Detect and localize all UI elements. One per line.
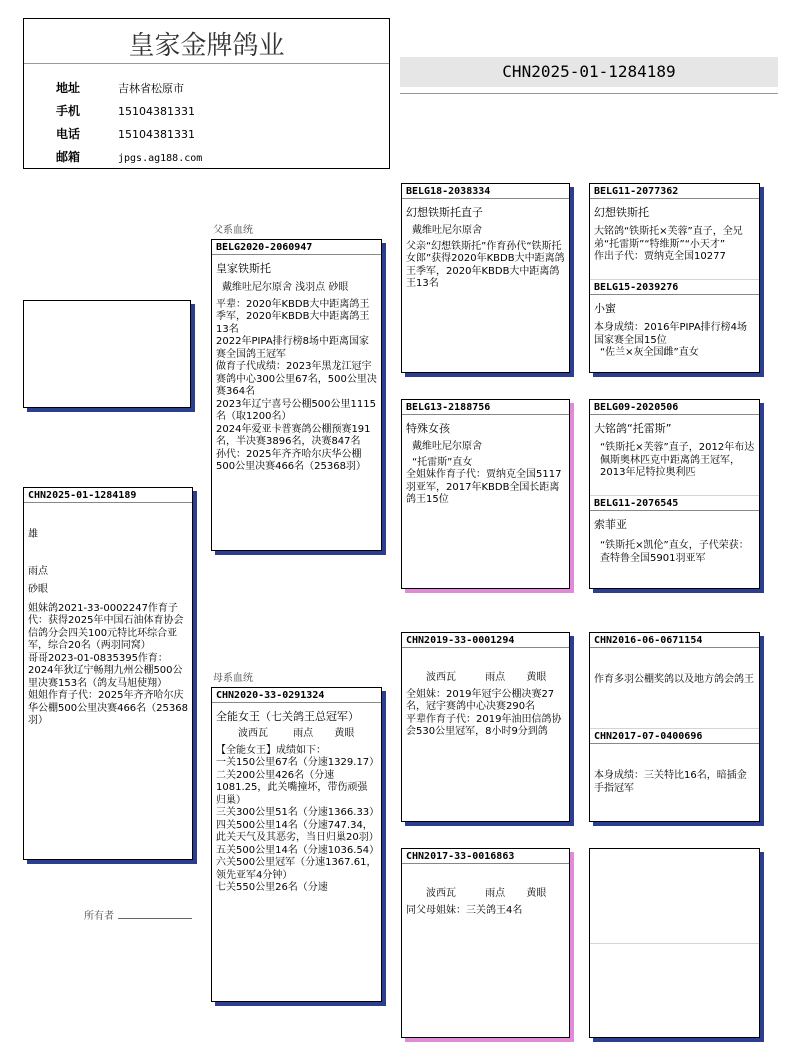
company-name: 皇家金牌鸽业 bbox=[128, 31, 285, 61]
ggp-dsd-note: 本身成绩：三关特比16名，暗插金手指冠军 bbox=[594, 770, 747, 794]
ggp-sss-ring: BELG11-2077362 bbox=[590, 184, 759, 199]
ggp-dss bbox=[590, 633, 759, 725]
sire-dam-card bbox=[401, 399, 570, 589]
ggp-sdd bbox=[590, 495, 759, 588]
dam-line-label: 母系血统 bbox=[213, 673, 253, 684]
sire-sire-note: 父亲“幻想铁斯托”作育孙代“铁斯托女郎”获得2020年KBDB大中距离鸽王季军，2020年KBDB大中距离鸽王13名 bbox=[406, 240, 565, 289]
dam-traits bbox=[212, 726, 381, 745]
ggp-dsd-ring: CHN2017-07-0400696 bbox=[590, 729, 759, 744]
ggp-ssd-note: “佐兰×灰全国雌”直女 bbox=[600, 347, 699, 358]
dam-dam-color: 波西瓦 bbox=[426, 888, 456, 899]
subject-note: 姐姐作育子代：2025年齐齐哈尔庆华公棚500公里决赛466名（25368羽） bbox=[28, 690, 188, 726]
pigeon-photo-frame bbox=[23, 300, 191, 408]
dam-note: 三关300公里51名（分速1366.33） bbox=[216, 807, 380, 818]
sire-note: 2022年PIPA排行榜8场中距离国家赛全国鸽王冠军 bbox=[216, 336, 370, 360]
ring-banner: CHN2025-01-1284189 bbox=[400, 57, 778, 87]
dam-sire-note: 平辈作育子代：2019年油田信鸽协会530公里冠军，8小时9分到鸽 bbox=[406, 713, 562, 737]
subject-ring: CHN2025-01-1284189 bbox=[24, 488, 192, 503]
ggp-ssd-name: 小蜜 bbox=[594, 302, 616, 315]
ggp-column-dam-side-bottom bbox=[589, 848, 760, 1038]
dam-sire-color: 波西瓦 bbox=[426, 672, 456, 683]
dam-eye: 黄眼 bbox=[334, 728, 355, 739]
dam-note: 七关550公里26名（分速 bbox=[216, 882, 328, 893]
sire-name: 皇家铁斯托 bbox=[216, 262, 271, 275]
dam-sire-eye: 黄眼 bbox=[526, 672, 547, 683]
header-divider bbox=[24, 63, 389, 64]
sire-dam-subtitle: 戴维吐尼尔原舍 bbox=[412, 441, 482, 452]
dam-note: 二关200公里426名（分速1081.25，此关嘴撞坏，带伤顽强归巢） bbox=[216, 769, 368, 806]
dam-card bbox=[211, 687, 382, 1002]
subject-sex: 雄 bbox=[28, 529, 38, 540]
header-field-email bbox=[56, 148, 202, 165]
phone-label: 电话 bbox=[56, 127, 81, 141]
dam-dam-note: 同父母姐妹：三关鸽王4名 bbox=[406, 904, 523, 916]
ggp-dss-ring: CHN2016-06-0671154 bbox=[590, 633, 759, 648]
ggp-column-dam-side-top bbox=[589, 632, 760, 822]
sire-sire-ring: BELG18-2038334 bbox=[402, 184, 569, 199]
sire-dam-note: “托雷斯”直女 bbox=[412, 456, 473, 468]
dam-sire-ring: CHN2019-33-0001294 bbox=[402, 633, 569, 648]
email-label: 邮箱 bbox=[56, 150, 81, 164]
dam-dam-eye: 黄眼 bbox=[526, 888, 547, 899]
ggp-split-line bbox=[590, 943, 759, 944]
sire-note: 平辈：2020年KBDB大中距离鸽王季军，2020年KBDB大中距离鸽王13名 bbox=[216, 298, 370, 335]
ggp-sds-ring: BELG09-2020506 bbox=[590, 400, 759, 415]
phone-value: 15104381331 bbox=[118, 128, 195, 141]
ggp-dsd bbox=[590, 728, 759, 821]
mobile-label: 手机 bbox=[56, 104, 81, 118]
ggp-dss-note: 作育多羽公棚奖鸽以及地方鸽会鸽王 bbox=[594, 674, 754, 685]
ggp-sds-note: “铁斯托×芙蓉”直子，2012年布达佩斯奥林匹克中距离鸽王冠军，2013年尼特拉奥利匹 bbox=[600, 442, 755, 478]
dam-note: 六关500公里冠军（分速1367.61，领先亚军4分钟） bbox=[216, 857, 377, 881]
dam-note: 一关150公里67名（分速1329.17） bbox=[216, 757, 380, 768]
sire-line-label: 父系血统 bbox=[213, 225, 253, 236]
sire-sire-card bbox=[401, 183, 570, 373]
sire-dam-note: 全姐妹作育子代：贾纳克全国5117羽亚军，2017年KBDB全国长距离鸽王15位 bbox=[406, 469, 562, 505]
sire-sire-subtitle: 戴维吐尼尔原舍 bbox=[412, 225, 482, 236]
dam-color: 波西瓦 bbox=[238, 728, 268, 739]
subject-pigeon-card bbox=[23, 487, 193, 860]
dam-dam-pattern: 雨点 bbox=[485, 888, 506, 899]
ggp-ssd-ring: BELG15-2039276 bbox=[590, 280, 759, 295]
dam-ring: CHN2020-33-0291324 bbox=[212, 688, 381, 703]
owner-label: 所有者 bbox=[84, 911, 114, 922]
breeder-header bbox=[23, 18, 390, 169]
dam-dam-ring: CHN2017-33-0016863 bbox=[402, 849, 569, 864]
mobile-value: 15104381331 bbox=[118, 105, 195, 118]
sire-sire-name: 幻想铁斯托直子 bbox=[406, 206, 483, 219]
dam-dam-card bbox=[401, 848, 570, 1038]
sire-dam-ring: BELG13-2188756 bbox=[402, 400, 569, 415]
dam-sire-card bbox=[401, 632, 570, 822]
address-label: 地址 bbox=[56, 81, 81, 95]
owner-blank-line bbox=[118, 918, 192, 919]
ggp-sds-name: 大铭鸽“托雷斯” bbox=[594, 422, 672, 435]
sire-ring: BELG2020-2060947 bbox=[212, 240, 381, 255]
ggp-column-sire-side-top bbox=[589, 183, 760, 373]
subject-note: 哥哥2023-01-0835395作育：2024年狄辽宁畅翔九州公棚500公里决赛153名（鸽友马旭使翔） bbox=[28, 652, 183, 689]
ggp-sss-name: 幻想铁斯托 bbox=[594, 206, 649, 219]
ggp-sdd-name: 索菲亚 bbox=[594, 518, 627, 531]
dam-note: 五关500公里14名（分速1036.54） bbox=[216, 844, 380, 856]
dam-sire-pattern: 雨点 bbox=[485, 672, 506, 683]
ggp-ssd-note: 本身成绩：2016年PIPA排行榜4场国家赛全国15位 bbox=[594, 322, 748, 346]
email-value: jpgs.ag188.com bbox=[118, 153, 203, 164]
header-field-mobile bbox=[56, 102, 195, 119]
dam-dam-traits bbox=[402, 864, 569, 905]
ggp-sss bbox=[590, 184, 759, 276]
header-field-address bbox=[56, 79, 184, 96]
ggp-sdd-note: “铁斯托×凯伦”直女，子代荣获：查特鲁全国5901羽亚军 bbox=[600, 540, 749, 564]
dam-note: 四关500公里14名（分速747.34，此关天气及其恶劣，当日归巢20羽） bbox=[216, 819, 379, 843]
header-field-phone bbox=[56, 125, 195, 142]
sire-note: 2023年辽宁喜号公棚500公里1115名（取1200名） bbox=[216, 398, 376, 422]
owner-field bbox=[84, 907, 192, 922]
sire-card bbox=[211, 239, 382, 551]
ggp-ssd bbox=[590, 279, 759, 372]
address-value: 吉林省松原市 bbox=[118, 82, 184, 95]
dam-sire-note: 全姐妹：2019年冠宇公棚决赛27名，冠宇赛鸽中心决赛290名 bbox=[406, 688, 555, 712]
subject-eye: 砂眼 bbox=[28, 584, 48, 595]
subject-color: 雨点 bbox=[28, 565, 48, 577]
dam-name: 全能女王（七关鸽王总冠军） bbox=[216, 710, 359, 723]
sire-note: 做育子代成绩：2023年黑龙江冠宇赛鸽中心300公里67名，500公里决赛364名 bbox=[216, 361, 377, 397]
sire-note: 2024年爱亚卡普赛鸽公棚预赛191名，半决赛3896名，决赛847名 bbox=[216, 423, 371, 447]
dam-sire-traits bbox=[402, 648, 569, 689]
sire-subtitle: 戴维吐尼尔原舍 浅羽点 砂眼 bbox=[222, 282, 349, 293]
ggp-sds bbox=[590, 400, 759, 492]
ggp-column-sire-side-bottom bbox=[589, 399, 760, 589]
dam-pattern: 雨点 bbox=[293, 728, 314, 739]
sire-dam-name: 特殊女孩 bbox=[406, 422, 450, 435]
banner-rule bbox=[400, 93, 778, 94]
ggp-sss-note: 作出子代：贾纳克全国10277 bbox=[594, 251, 726, 262]
dam-note: 【全能女王】成绩如下： bbox=[216, 744, 326, 756]
ggp-sss-note: 大铭鸽“铁斯托×芙蓉”直子，全兄弟“托雷斯”“特维斯”“小天才” bbox=[594, 226, 743, 250]
subject-note: 姐妹鸽2021-33-0002247作育子代：获得2025年中国石油体育协会信鸽分会四关100元特比环综合亚军，综合20名（两羽同窝） bbox=[28, 602, 184, 651]
ggp-sdd-ring: BELG11-2076545 bbox=[590, 496, 759, 511]
sire-note: 孙代：2025年齐齐哈尔庆华公棚500公里决赛466名（25368羽） bbox=[216, 448, 366, 472]
